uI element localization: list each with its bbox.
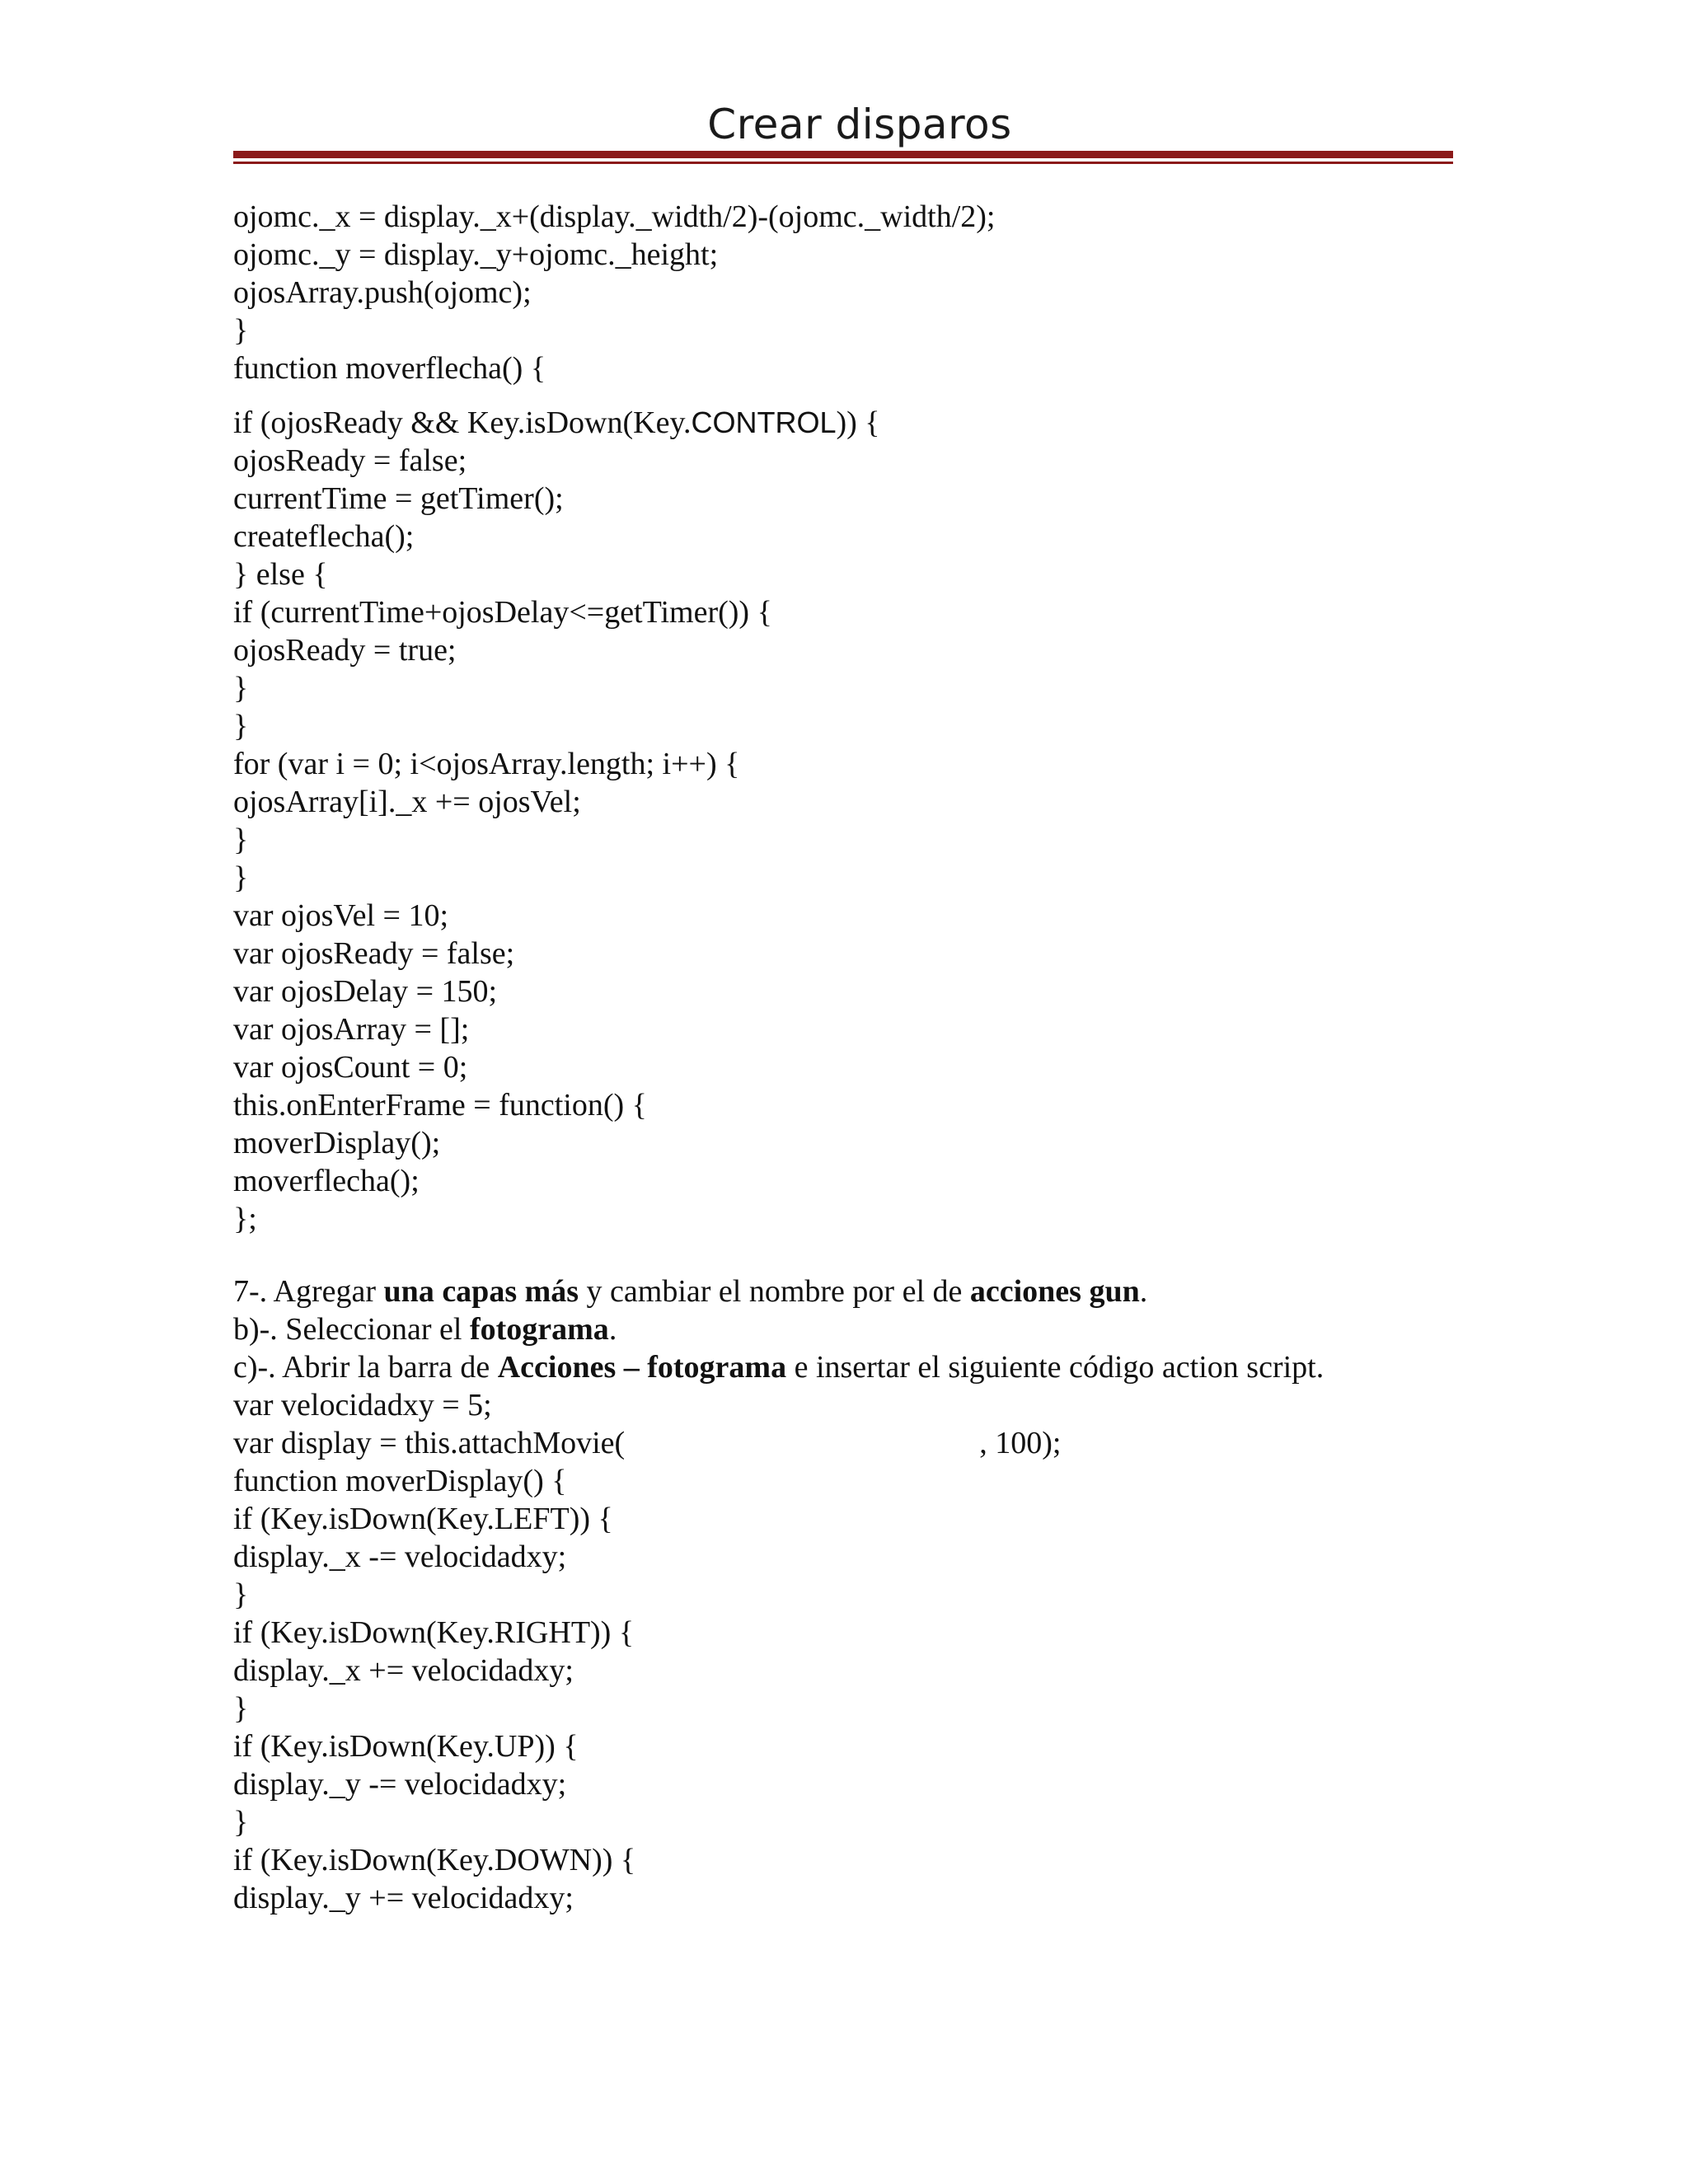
code-line-control	[233, 404, 1470, 442]
code-line: var ojosCount = 0;	[233, 1050, 468, 1085]
code-line: ojosReady = true;	[233, 633, 457, 668]
code-line: ojosArray.push(ojomc);	[233, 275, 532, 310]
code-line: }	[233, 313, 249, 348]
code-line: display._x += velocidadxy;	[233, 1653, 574, 1688]
code-line: ojosArray[i]._x += ojosVel;	[233, 785, 581, 819]
code-line: moverflecha();	[233, 1164, 420, 1198]
code-line: var ojosArray = [];	[233, 1012, 470, 1047]
code-line: if (Key.isDown(Key.UP)) {	[233, 1729, 579, 1764]
code-line: currentTime = getTimer();	[233, 481, 564, 516]
code-line: function moverflecha() {	[233, 351, 546, 386]
code-line: }	[233, 671, 249, 705]
code-line: ojomc._y = display._y+ojomc._height;	[233, 237, 719, 272]
code-line: moverDisplay();	[233, 1126, 441, 1160]
code-line: var ojosVel = 10;	[233, 898, 449, 933]
code-line: }	[233, 823, 249, 857]
instruction-text: e insertar el siguiente código action script.	[786, 1350, 1325, 1385]
header-rule-thin	[233, 162, 1453, 164]
page-header	[233, 97, 1453, 152]
page-title: Crear disparos	[707, 101, 1012, 148]
code-line: ojomc._x = display._x+(display._width/2)-(ojomc._width/2);	[233, 199, 996, 234]
code-line: }	[233, 709, 249, 743]
header-rule-thick	[233, 151, 1453, 158]
code-line: if (currentTime+ojosDelay<=getTimer()) {	[233, 595, 772, 630]
instruction-text: b)-. Seleccionar el	[233, 1312, 470, 1347]
code-line: display._y += velocidadxy;	[233, 1881, 574, 1915]
code-line: var ojosDelay = 150;	[233, 974, 498, 1009]
code-line: }	[233, 1691, 249, 1726]
code-line: display._y -= velocidadxy;	[233, 1767, 567, 1802]
instruction-text: .	[608, 1312, 617, 1347]
instruction-text: c)-. Abrir la barra de	[233, 1350, 498, 1385]
instruction-emphasis: fotograma	[469, 1312, 609, 1347]
instruction-text: 7-. Agregar	[233, 1274, 384, 1309]
code-line: }	[233, 860, 249, 895]
code-keyword-control: CONTROL	[691, 405, 837, 439]
code-line: for (var i = 0; i<ojosArray.length; i++) {	[233, 747, 740, 781]
code-line: if (Key.isDown(Key.RIGHT)) {	[233, 1615, 635, 1650]
code-text: var display = this.attachMovie(	[233, 1426, 626, 1460]
code-line: createflecha();	[233, 519, 415, 554]
code-text: if (ojosReady && Key.isDown(Key.	[233, 405, 692, 440]
instruction-emphasis: Acciones – fotograma	[497, 1350, 787, 1385]
code-line: display._x -= velocidadxy;	[233, 1540, 567, 1574]
instruction-emphasis: acciones gun	[969, 1274, 1140, 1309]
code-line: this.onEnterFrame = function() {	[233, 1088, 647, 1122]
code-line: } else {	[233, 557, 328, 592]
step-7-instruction	[233, 1272, 1470, 1310]
spacer	[233, 387, 1470, 404]
code-block-1	[233, 198, 1470, 387]
code-line: if (Key.isDown(Key.LEFT)) {	[233, 1502, 613, 1536]
document-body	[233, 198, 1470, 1917]
code-block-2	[233, 442, 1470, 1238]
code-text: , 100);	[979, 1426, 1062, 1460]
code-line: }	[233, 1577, 249, 1612]
code-line-attach	[233, 1424, 1470, 1462]
code-line: var ojosReady = false;	[233, 936, 515, 971]
code-block-3	[233, 1462, 1470, 1917]
code-line: }	[233, 1805, 249, 1840]
instruction-text: y cambiar el nombre por el de	[579, 1274, 970, 1309]
step-b-instruction	[233, 1310, 1470, 1348]
spacer	[233, 1238, 1470, 1272]
code-line: if (Key.isDown(Key.DOWN)) {	[233, 1843, 636, 1877]
step-c-instruction	[233, 1348, 1470, 1386]
instruction-emphasis: una capas más	[383, 1274, 579, 1309]
code-text: )) {	[836, 405, 880, 440]
code-line: function moverDisplay() {	[233, 1464, 567, 1498]
instruction-text: .	[1139, 1274, 1148, 1309]
code-line: ojosReady = false;	[233, 443, 467, 478]
code-line: var velocidadxy = 5;	[233, 1388, 492, 1422]
code-line: };	[233, 1202, 257, 1236]
